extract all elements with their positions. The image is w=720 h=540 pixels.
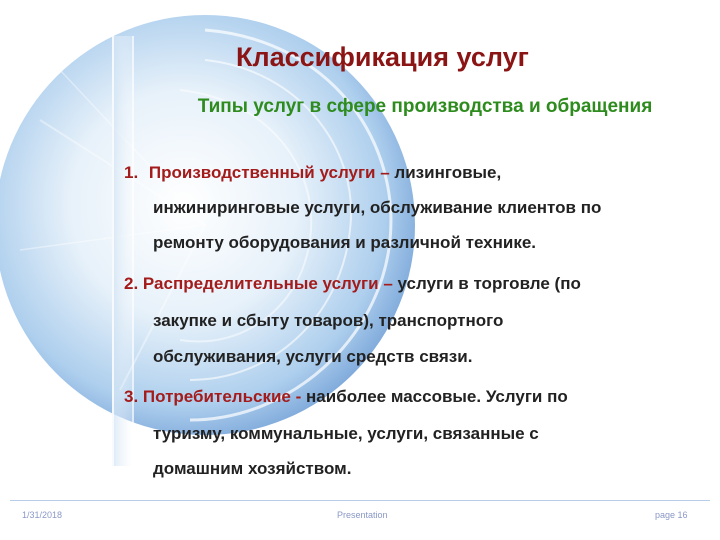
list-item-2-line-2: закупке и сбыту товаров), транспортного bbox=[153, 311, 504, 330]
list-item-2-term: Распределительные услуги – bbox=[142, 274, 393, 293]
list-item-3-first-line bbox=[124, 387, 568, 407]
list-item-3-line-2: туризму, коммунальные, услуги, связанные с bbox=[153, 424, 539, 443]
slide-title: Классификация услуг bbox=[236, 42, 529, 72]
footer-page-number: page 16 bbox=[655, 510, 688, 520]
list-item-3-text: наиболее массовые. Услуги по bbox=[306, 387, 568, 406]
list-item-2-text: услуги в торговле (по bbox=[397, 274, 581, 293]
list-item-1-line-3: ремонту оборудования и различной технике. bbox=[153, 233, 537, 252]
list-item-2-marker: 2. bbox=[124, 274, 139, 293]
list-item-1-text: лизинговые, bbox=[394, 163, 502, 182]
slide-subtitle: Типы услуг в сфере производства и обращения bbox=[197, 96, 653, 117]
footer-center-text: Presentation bbox=[337, 510, 388, 520]
list-item-3-term: Потребительские - bbox=[142, 387, 302, 406]
list-item-1-first-line bbox=[124, 163, 501, 183]
list-item-1-marker: 1. bbox=[124, 163, 139, 182]
list-item-3-line-3: домашним хозяйством. bbox=[153, 459, 352, 478]
list-item-1-term: Производственный услуги – bbox=[148, 163, 390, 182]
list-item-2-line-3: обслуживания, услуги средств связи. bbox=[153, 347, 473, 366]
footer-date: 1/31/2018 bbox=[22, 510, 63, 520]
list-item-2-first-line bbox=[124, 274, 581, 294]
list-item-1-line-2: инжиниринговые услуги, обслуживание клиентов по bbox=[153, 198, 602, 217]
list-item-3-marker: 3. bbox=[124, 387, 139, 406]
